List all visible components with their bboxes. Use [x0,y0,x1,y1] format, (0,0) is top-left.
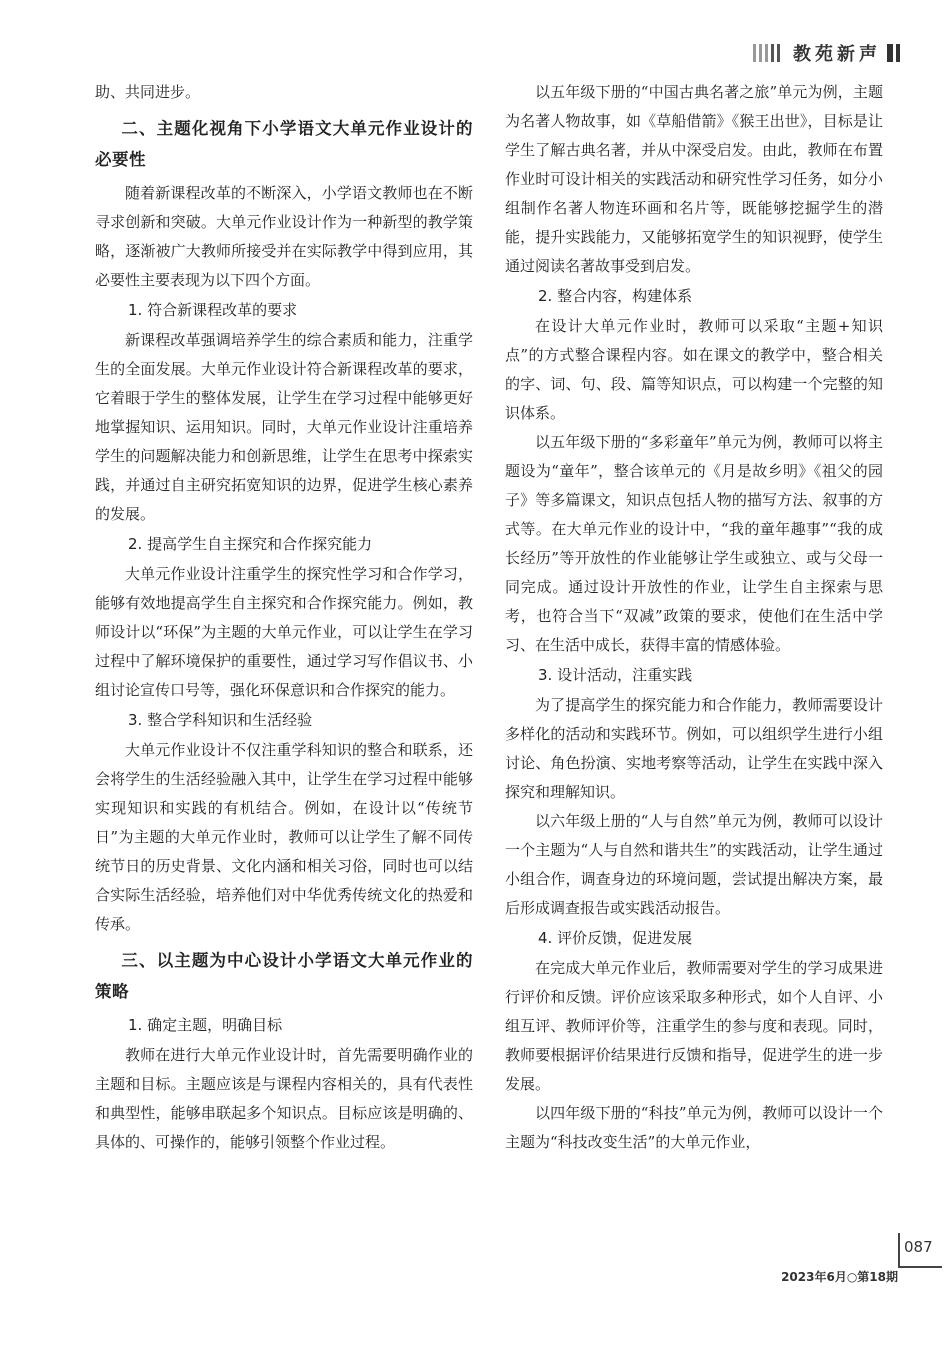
subheading: 3. 设计活动，注重实践 [538,666,693,684]
paragraph: 随着新课程改革的不断深入，小学语文教师也在不断寻求创新和突破。大单元作业设计作为一种新型的教学策略，逐渐被广大教师所接受并在实际教学中得到应用，其必要性主要表现为以下四个方面。 [95,184,473,289]
journal-column-title: 教苑新声 [793,44,881,65]
paragraph: 在完成大单元作业后，教师需要对学生的学习成果进行评价和反馈。评价应该采取多种形式，如个人自评、小组互评、教师评价等，注重学生的参与度和表现。同时，教师要根据评价结果进行反馈和指导，促进学生的进一步发展。 [505,959,883,1093]
paragraph-continuation: 助、共同进步。 [95,83,201,101]
paragraph: 教师在进行大单元作业设计时，首先需要明确作业的主题和目标。主题应该是与课程内容相关的，具有代表性和典型性，能够串联起多个知识点。目标应该是明确的、具体的、可操作的，能够引领整个作业过程。 [95,1046,473,1151]
issue-label: 2023年6月○第18期 [781,1270,898,1284]
paragraph: 以五年级下册的“中国古典名著之旅”单元为例，主题为名著人物故事，如《草船借箭》《猴王出世》，目标是让学生了解古典名著，并从中深受启发。由此，教师在布置作业时可设计相关的实践活动和研究性学习任务，如分小组制作名著人物连环画和名片等，既能够挖掘学生的潜能，提升实践能力，又能够拓宽学生的知识视野，使学生通过阅读名著故事受到启发。 [505,83,883,275]
paragraph: 大单元作业设计不仅注重学科知识的整合和联系，还会将学生的生活经验融入其中，让学生在学习过程中能够实现知识和实践的有机结合。例如，在设计以“传统节日”为主题的大单元作业时，教师可以让学生了解不同传统节日的历史背景、文化内涵和相关习俗，同时也可以结合实际生活经验，培养他们对中华优秀传统文化的热爱和传承。 [95,741,473,933]
subheading: 3. 整合学科知识和生活经验 [128,711,313,729]
paragraph: 以五年级下册的“多彩童年”单元为例，教师可以将主题设为“童年”，整合该单元的《月是故乡明》《祖父的园子》等多篇课文，知识点包括人物的描写方法、叙事的方式等。在大单元作业的设计中，“我的童年趣事”“我的成长经历”等开放性的作业能够让学生或独立、或与父母一同完成。通过设计开放性的作业，让学生自主探索与思考，也符合当下“双减”政策的要求，使他们在生活中学习、在生活中成长，获得丰富的情感体验。 [505,433,883,654]
paragraph: 为了提高学生的探究能力和合作能力，教师需要设计多样化的活动和实践环节。例如，可以组织学生进行小组讨论、角色扮演、实地考察等活动，让学生在实践中深入探究和理解知识。 [505,696,883,801]
subheading: 2. 提高学生自主探究和合作探究能力 [128,535,373,553]
journal-header [753,40,900,66]
paragraph: 以六年级上册的“人与自然”单元为例，教师可以设计一个主题为“人与自然和谐共生”的实践活动，让学生通过小组合作，调查身边的环境问题，尝试提出解决方案，最后形成调查报告或实践活动报告。 [505,812,883,917]
paragraph: 新课程改革强调培养学生的综合素质和能力，注重学生的全面发展。大单元作业设计符合新课程改革的要求，它着眼于学生的整体发展，让学生在学习过程中能够更好地掌握知识、运用知识。同时，大单元作业设计注重培养学生的问题解决能力和创新思维，让学生在思考中探索实践，并通过自主研究拓宽知识的边界，促进学生核心素养的发展。 [95,331,473,523]
subheading: 4. 评价反馈，促进发展 [538,929,693,947]
header-end-bar-2 [896,44,900,62]
header-end-bar [887,44,893,62]
subheading: 1. 确定主题，明确目标 [128,1016,283,1034]
paragraph: 以四年级下册的“科技”单元为例，教师可以设计一个主题为“科技改变生活”的大单元作业， [505,1104,883,1151]
subheading: 2. 整合内容，构建体系 [538,287,693,305]
section-heading-3: 三、以主题为中心设计小学语文大单元作业的策略 [95,951,473,1001]
paragraph: 在设计大单元作业时，教师可以采取“主题+知识点”的方式整合课程内容。如在课文的教学中，整合相关的字、词、句、段、篇等知识点，可以构建一个完整的知识体系。 [505,317,883,422]
left-column [95,78,473,1157]
header-bars-decoration [753,44,783,62]
right-column [505,78,883,1157]
page-number: 087 [904,1238,933,1256]
paragraph: 大单元作业设计注重学生的探究性学习和合作学习，能够有效地提高学生自主探究和合作探究能力。例如，教师设计以“环保”为主题的大单元作业，可以让学生在学习过程中了解环境保护的重要性，通过学习写作倡议书、小组讨论宣传口号等，强化环保意识和合作探究的能力。 [95,565,473,699]
section-heading-2: 二、主题化视角下小学语文大单元作业设计的必要性 [95,119,473,169]
subheading: 1. 符合新课程改革的要求 [128,301,298,319]
